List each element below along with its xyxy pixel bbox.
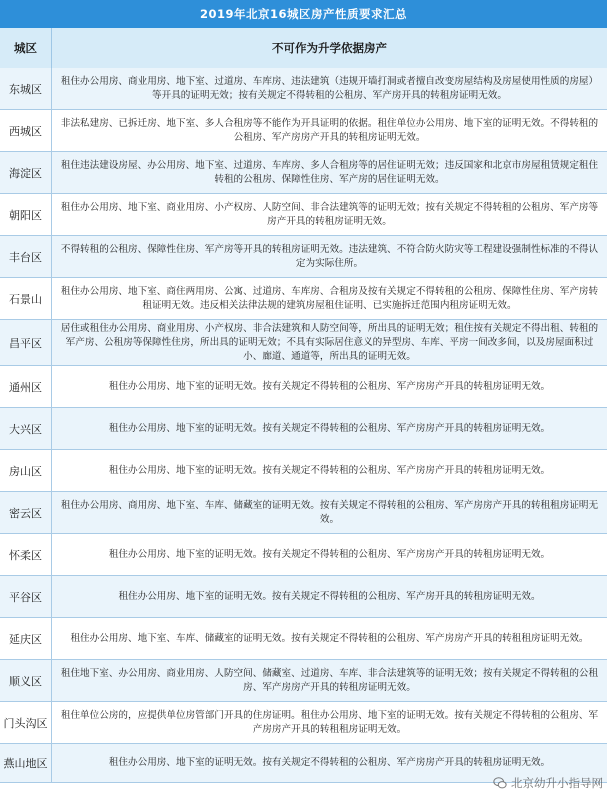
district-cell: 东城区 <box>0 68 52 109</box>
description-cell: 租住办公用房、地下室的证明无效。按有关规定不得转租的公租房、军产房房产开具的转租房证明无效。 <box>108 548 551 560</box>
district-cell: 大兴区 <box>0 408 52 449</box>
description-cell: 租住办公用房、地下室的证明无效。按有关规定不得转租的公租房、军产房房产开具的转租房证明无效。 <box>108 464 551 476</box>
watermark-text: 北京幼升小指导网 <box>511 776 603 790</box>
description-cell: 居住或租住办公用房、商业用房、小产权房、非合法建筑和人防空间等，所出具的证明无效；租住按有关规定不得出租、转租的军产房、公租房等保障性住房，所出具的证明无效；不具有实际居住意义的异型房、车库、平房一间改多间，以及房屋面积过小、廊道、通道等，所出具的证明无效。 <box>60 322 599 362</box>
table-row <box>0 152 607 194</box>
description-cell: 租住办公用房、地下室、车库、储藏室的证明无效。按有关规定不得转租的公租房、军产房房产开具的转租租房证明无效。 <box>70 632 589 644</box>
district-cell: 西城区 <box>0 110 52 151</box>
description-cell: 不得转租的公租房、保障性住房、军产房等开具的转租房证明无效。违法建筑、不符合防火防灾等工程建设强制性标准的不得认定为实际住所。 <box>60 243 599 269</box>
district-cell: 怀柔区 <box>0 534 52 575</box>
district-cell: 延庆区 <box>0 618 52 659</box>
description-cell: 租住办公用房、地下室的证明无效。按有关规定不得转租的公租房、军产房房产开具的转租房证明无效。 <box>108 757 551 768</box>
wechat-icon <box>493 776 507 790</box>
table-title: 2019年北京16城区房产性质要求汇总 <box>0 0 607 28</box>
district-column-header: 城区 <box>0 28 52 68</box>
table-row <box>0 492 607 534</box>
table-row <box>0 702 607 744</box>
district-cell: 门头沟区 <box>0 702 52 743</box>
table-row <box>0 408 607 450</box>
description-cell: 租住办公用房、商业用房、地下室、过道房、车库房、违法建筑（违规开墙打洞或者擅自改变房屋结构及房屋使用性质的房屋）等开具的证明无效；按有关规定不得转租的公租房、军产房开具的转租房证明无效。 <box>60 75 599 101</box>
district-cell: 朝阳区 <box>0 194 52 235</box>
table-body <box>0 68 607 783</box>
table-row <box>0 320 607 366</box>
watermark <box>493 775 603 791</box>
description-column-header: 不可作为升学依据房产 <box>272 41 387 55</box>
table-row <box>0 450 607 492</box>
description-cell: 租住地下室、办公用房、商业用房、人防空间、储藏室、过道房、车库、非合法建筑等的证明无效；按有关规定不得转租的公租房、军产房房产开具的转租房证明无效。 <box>60 667 599 693</box>
district-cell: 海淀区 <box>0 152 52 193</box>
table-header <box>0 28 607 69</box>
district-cell: 通州区 <box>0 366 52 407</box>
district-cell: 平谷区 <box>0 576 52 617</box>
district-cell: 顺义区 <box>0 660 52 701</box>
table-row <box>0 660 607 702</box>
district-cell: 房山区 <box>0 450 52 491</box>
district-cell: 密云区 <box>0 492 52 533</box>
district-cell: 燕山地区 <box>0 744 52 782</box>
table-row <box>0 534 607 576</box>
district-cell: 丰台区 <box>0 236 52 277</box>
table-row <box>0 110 607 152</box>
table-row <box>0 236 607 278</box>
district-cell: 石景山 <box>0 278 52 319</box>
table-row <box>0 618 607 660</box>
description-cell: 租住违法建设房屋、办公用房、地下室、过道房、车库房、多人合租房等的居住证明无效；违反国家和北京市房屋租赁规定租住转租的公租房、保障性住房、军产房的居住证明无效。 <box>60 159 599 185</box>
description-cell: 非法私建房、已拆迁房、地下室、多人合租房等不能作为开具证明的依据。租住单位办公用房、地下室的证明无效。不得转租的公租房、军产房房产开具的转租房证明无效。 <box>60 117 599 143</box>
description-cell: 租住单位公房的，应提供单位房管部门开具的住房证明。租住办公用房、地下室的证明无效。按有关规定不得转租的公租房、军产房房产开具的转租租房证明无效。 <box>60 709 599 735</box>
description-cell: 租住办公用房、地下室的证明无效。按有关规定不得转租的公租房、军产房房产开具的转租房证明无效。 <box>108 380 551 392</box>
table-row <box>0 278 607 320</box>
table-row <box>0 576 607 618</box>
table-row <box>0 194 607 236</box>
district-cell: 昌平区 <box>0 320 52 365</box>
table-row <box>0 366 607 408</box>
description-cell: 租住办公用房、地下室的证明无效。按有关规定不得转租的公租房、军产房房产开具的转租房证明无效。 <box>108 422 551 434</box>
description-cell: 租住办公用房、地下室的证明无效。按有关规定不得转租的公租房、军产房开具的转租房证明无效。 <box>118 590 541 602</box>
description-cell: 租住办公用房、地下室、商业用房、小产权房、人防空间、非合法建筑等的证明无效；按有关规定不得转租的公租房、军产房等房产开具的转租房证明无效。 <box>60 201 599 227</box>
description-cell: 租住办公用房、商用房、地下室、车库、储藏室的证明无效。按有关规定不得转租的公租房、军产房房产开具的转租租房证明无效。 <box>60 499 599 525</box>
description-cell: 租住办公用房、地下室、商住两用房、公寓、过道房、车库房、合租房及按有关规定不得转租的公租房、保障性住房、军产房转租证明无效。违反相关法律法规的建筑房屋租住证明、已实施拆迁范围内租房证明无效。 <box>60 285 599 311</box>
table-row <box>0 68 607 110</box>
